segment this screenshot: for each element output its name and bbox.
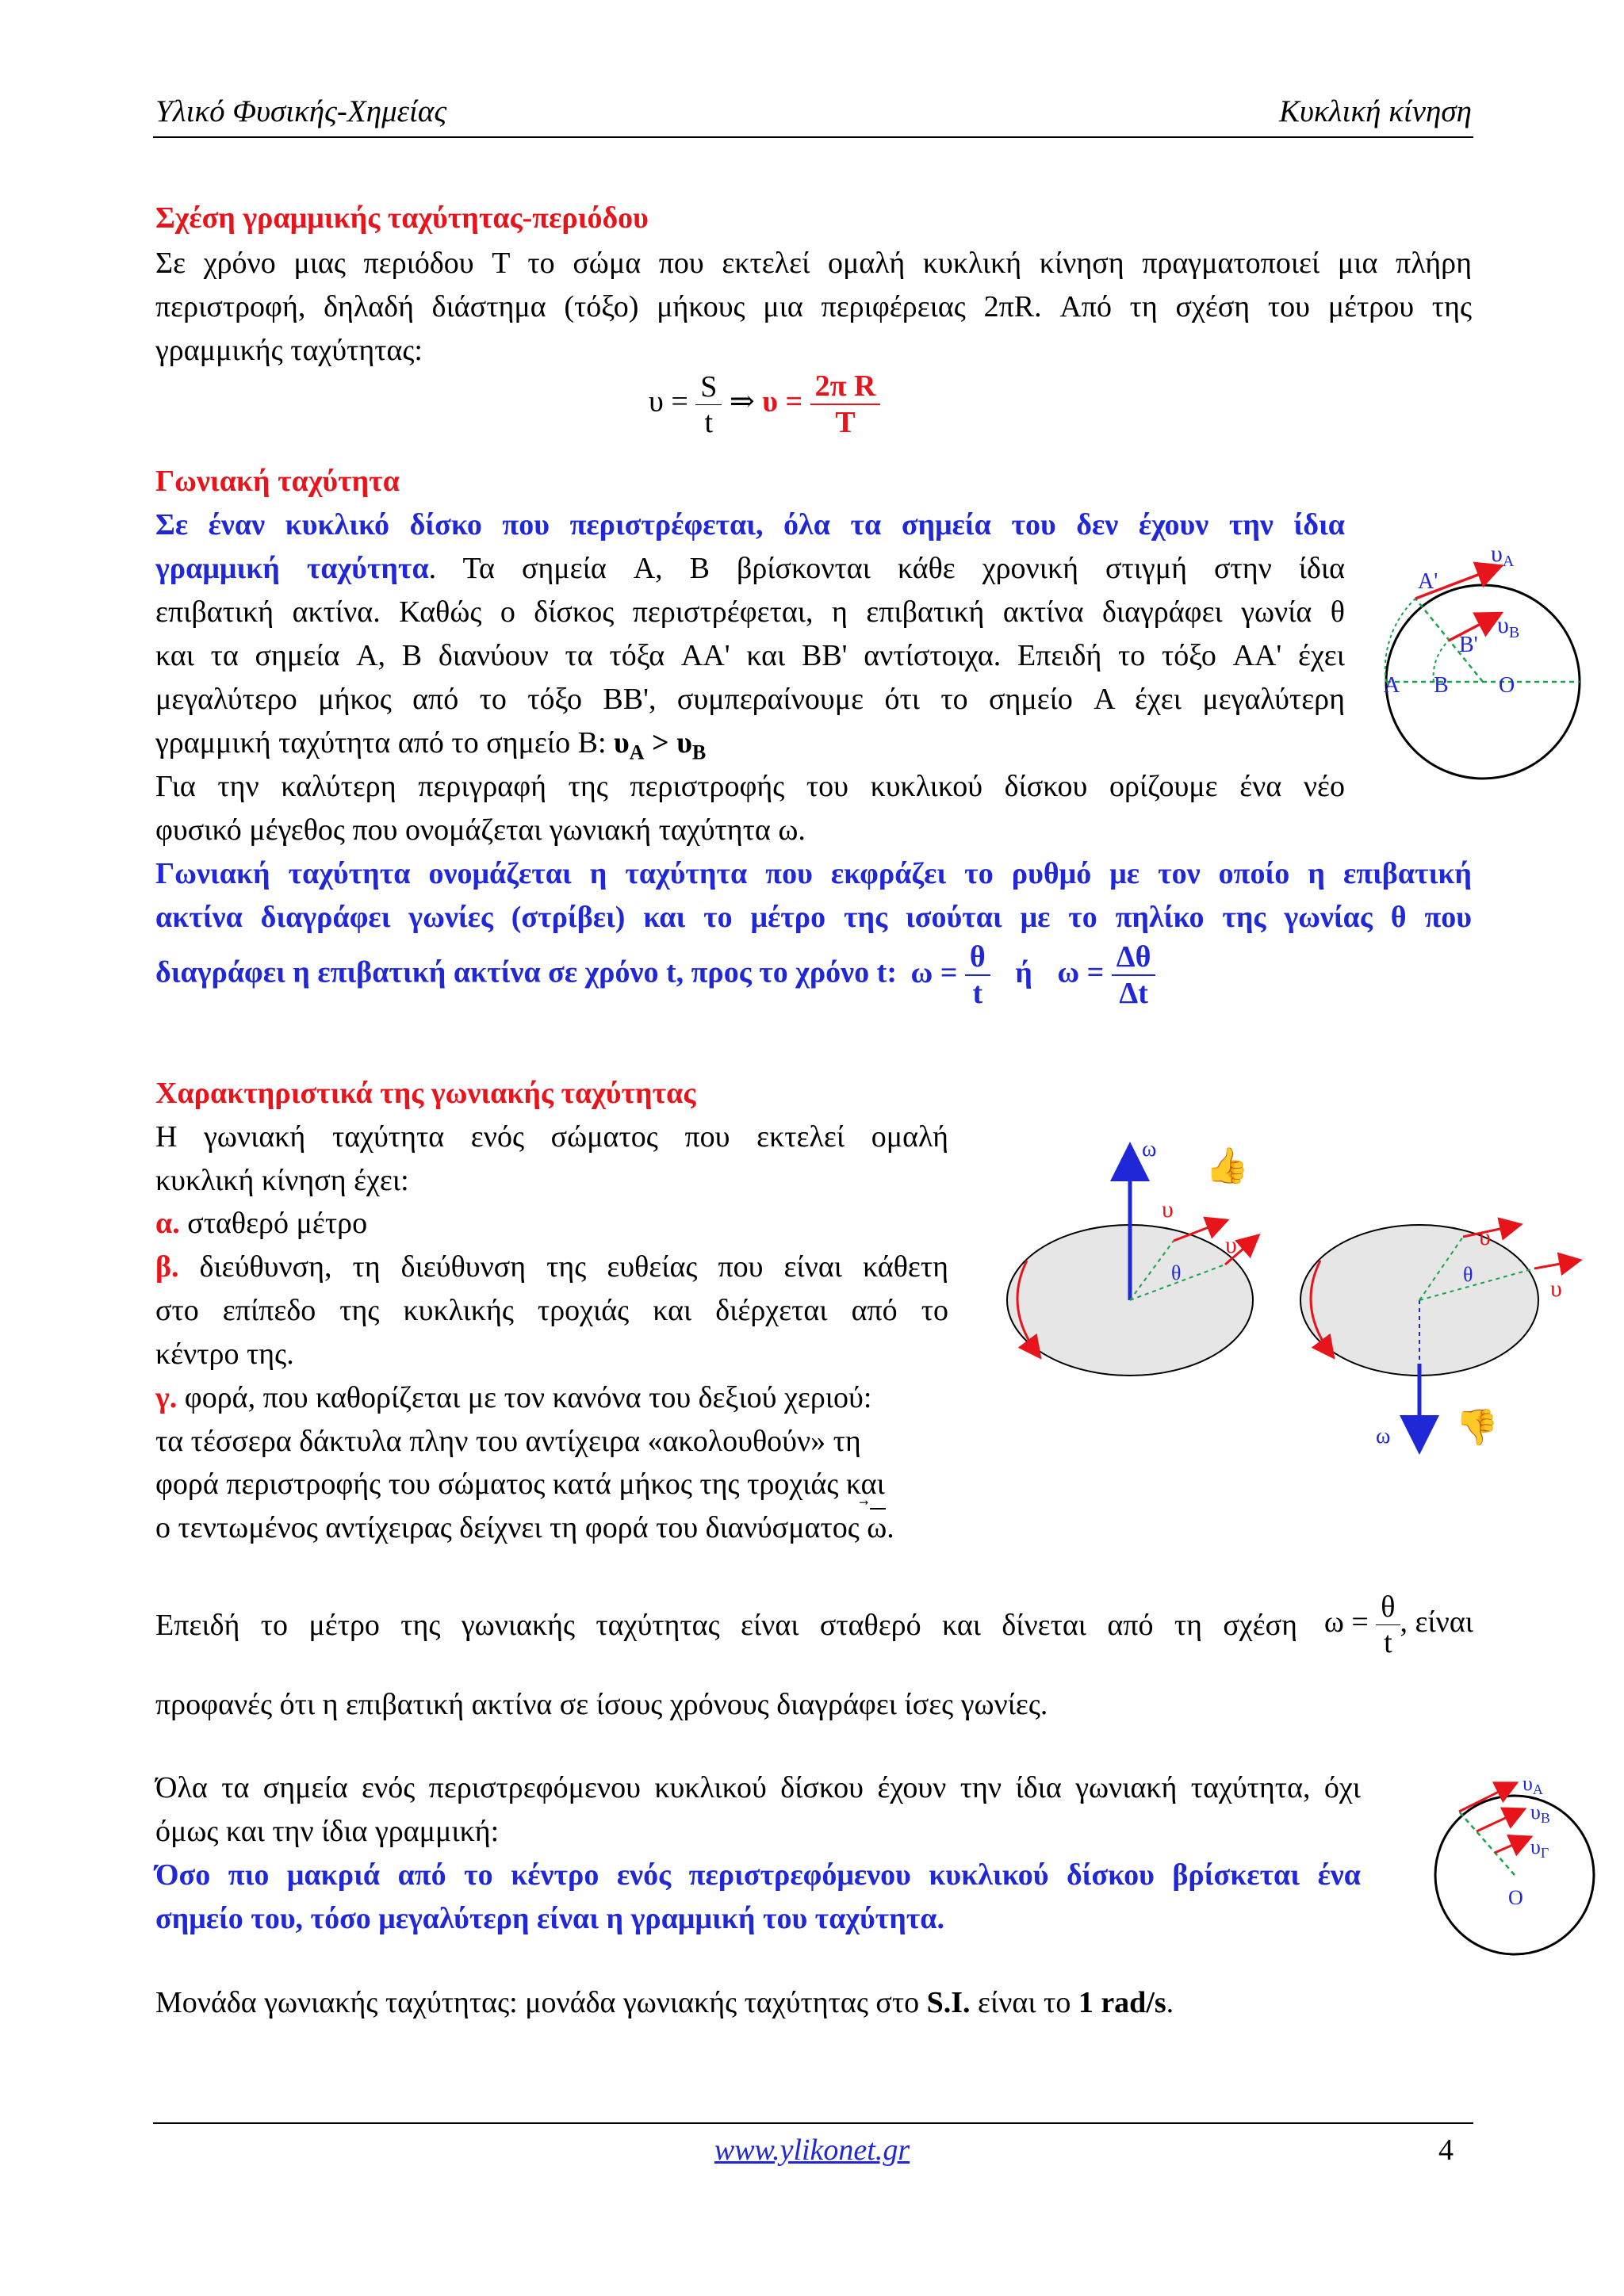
item-b-line-1: β. διεύθυνση, τη διεύθυνση της ευθείας που είναι κάθετη (155, 1250, 948, 1284)
arc-aa (1385, 599, 1415, 682)
label-vc-fig3: υΓ (1530, 1835, 1549, 1861)
label-va: $\upsilon_A$ (1491, 541, 1515, 570)
label-vb-fig3: υB (1530, 1800, 1550, 1826)
section3-line-1: Η γωνιακή ταχύτητα ενός σώματος που εκτελεί ομαλή (155, 1120, 948, 1154)
section2-blue-line-2: γραμμική ταχύτητα (155, 552, 429, 585)
section1-line-3: γραμμικής ταχύτητας: (155, 334, 423, 367)
section2-line-7: Για την καλύτερη περιγραφή της περιστροφής του κυκλικού δίσκου ορίζουμε ένα νέο (155, 770, 1345, 803)
section5-line-2: όμως και την ίδια γραμμική: (155, 1815, 500, 1848)
item-b-line-2: στο επίπεδο της κυκλικής τροχιάς και διέρχεται από το (155, 1294, 948, 1327)
label-o: O (1499, 673, 1515, 698)
label-a-prime: A' (1418, 569, 1438, 594)
label-omega-up: ω (1142, 1137, 1157, 1161)
thumb-down-icon: 👎 (1455, 1408, 1499, 1447)
header-left: Υλικό Φυσικής-Χημείας (155, 94, 447, 128)
item-c-line-3: φορά περιστροφής του σώματος κατά μήκος της τροχιάς και (155, 1468, 885, 1501)
footer-url-link[interactable]: www.ylikonet.gr (714, 2133, 910, 2167)
label-v-right-a: υ (1479, 1224, 1491, 1250)
velocity-right-b (1534, 1261, 1578, 1269)
label-theta-left: θ (1171, 1261, 1182, 1284)
label-b: B (1434, 673, 1449, 698)
header-rule (153, 136, 1473, 138)
section4-line-2: προφανές ότι η επιβατική ακτίνα σε ίσους χρόνους διαγράφει ίσες γωνίες. (155, 1688, 1048, 1721)
section2-line-3: επιβατική ακτίνα. Καθώς ο δίσκος περιστρέφεται, η επιβατική ακτίνα διαγράφει γωνία θ (155, 595, 1345, 629)
footer-rule (153, 2122, 1473, 2124)
fraction-s-over-t: $\frac{S}{t}$ (695, 369, 722, 440)
header-right: Κυκλική κίνηση (1279, 94, 1472, 128)
item-b-line-3: κέντρο της. (155, 1337, 294, 1371)
section2-blue-line-1: Σε έναν κυκλικό δίσκο που περιστρέφεται, όλα τα σημεία του δεν έχουν την ίδια (155, 508, 1345, 541)
formula-lhs: υ = (649, 385, 688, 419)
velocity-a-fig3 (1459, 1784, 1515, 1812)
section2-line-2-rest: . Τα σημεία A, B βρίσκονται κάθε χρονική στιγμή στην ίδια (428, 552, 1345, 585)
label-v-left-b: υ (1225, 1232, 1237, 1258)
label-v-right-b: υ (1550, 1276, 1562, 1302)
figure-angular-velocity-direction (995, 1126, 1598, 1459)
section1-line-2: περιστροφή, δηλαδή διάστημα (τόξο) μήκους μια περιφέρειας 2πR. Από τη σχέση του μέτρου της (155, 290, 1472, 323)
fraction-2pir-over-t: $\frac{\text{2π R}}{T}$ (810, 369, 881, 440)
section2-line-4: και τα σημεία A, B διανύουν τα τόξα AA' και BB' αντίστοιχα. Επειδή το τόξο AA' έχει (155, 639, 1345, 672)
page-number: 4 (1438, 2133, 1454, 2167)
definition-line-3: διαγράφει η επιβατική ακτίνα σε χρόνο t, προς το χρόνο t: ω = $\frac{\theta}{t}$ ή ω = $\frac{\Delta\theta}{\Delta t}$ (155, 939, 1155, 1011)
footer-url-wrap (0, 2133, 1624, 2168)
label-omega-down: ω (1376, 1424, 1391, 1448)
inequality-va-vb: $\upsilon_A > \upsilon_B$ (614, 726, 707, 764)
item-c-line-1: γ. φορά, που καθορίζεται με τον κανόνα του δεξιού χεριού: (155, 1381, 872, 1414)
section3-line-2: κυκλική κίνηση έχει: (155, 1164, 409, 1197)
label-va-fig3: υA (1522, 1772, 1543, 1797)
implies-arrow: ⇒ (729, 385, 755, 419)
item-c-line-2: τα τέσσερα δάκτυλα πλην του αντίχειρα «ακολουθούν» τη (155, 1425, 861, 1458)
section1-line-1: Σε χρόνο μιας περιόδου T το σώμα που εκτελεί ομαλή κυκλική κίνηση πραγματοποιεί μια πλήρη (155, 247, 1472, 280)
section2-line-2 (155, 553, 1345, 584)
section5-blue-line-2: σημείο του, τόσο μεγαλύτερη είναι η γραμμική του ταχύτητα. (155, 1902, 944, 1935)
figure-disk-three-points (1419, 1760, 1610, 1958)
label-theta-right: θ (1463, 1263, 1473, 1286)
label-vb: $\upsilon_B$ (1497, 612, 1520, 641)
disk3-radius (1459, 1812, 1515, 1875)
label-b-prime: B' (1459, 633, 1478, 657)
label-v-left-a: υ (1162, 1196, 1174, 1223)
section1-title: Σχέση γραμμικής ταχύτητας-περιόδου (155, 201, 649, 235)
velocity-right-a (1463, 1225, 1519, 1237)
section5-blue-line-1: Όσο πιο μακριά από το κέντρο ενός περιστρεφόμενου κυκλικού δίσκου βρίσκεται ένα (155, 1858, 1361, 1892)
section2-line-5: μεγαλύτερο μήκος από το τόξο BB', συμπεραίνουμε ότι το σημείο A έχει μεγαλύτερη (155, 683, 1345, 716)
thumb-up-icon: 👍 (1205, 1146, 1249, 1185)
definition-line-1: Γωνιακή ταχύτητα ονομάζεται η ταχύτητα που εκφράζει το ρυθμό με τον οποίο η επιβατική (155, 857, 1472, 890)
section3-title: Χαρακτηριστικά της γωνιακής ταχύτητας (155, 1077, 696, 1110)
section2-title: Γωνιακή ταχύτητα (155, 465, 400, 498)
item-c-line-4: ο τεντωμένος αντίχειρας δείχνει τη φορά του διανύσματος ω. (155, 1513, 894, 1543)
formula-velocity-period (649, 369, 880, 440)
velocity-b-fig3 (1477, 1810, 1522, 1831)
label-o-fig3: O (1508, 1886, 1523, 1909)
section2-line-8: φυσικό μέγεθος που ονομάζεται γωνιακή ταχύτητα ω. (155, 813, 806, 847)
definition-line-2: ακτίνα διαγράφει γωνίες (στρίβει) και το μέτρο της ισούται με το πηλίκο της γωνίας θ που (155, 901, 1472, 934)
velocity-c-fig3 (1495, 1838, 1529, 1853)
formula-omega-theta-t: ω = $\frac{\theta}{t}$ , είναι (1323, 1590, 1473, 1659)
section2-line-6: γραμμική ταχύτητα από το σημείο B: $\upsilon_A > \upsilon_B$ (155, 726, 707, 764)
formula-lhs-2: υ = (762, 385, 803, 419)
fraction-theta-over-t: $\frac{\theta}{t}$ (965, 939, 990, 1011)
section4-line-1: Επειδή το μέτρο της γωνιακής ταχύτητας είναι σταθερό και δίνεται από τη σχέση ω = $\frac{\theta}{t}$ , είναι (155, 1590, 1473, 1659)
omega-vector: ω (867, 1511, 887, 1544)
fraction-dtheta-over-dt: $\frac{\Delta\theta}{\Delta t}$ (1112, 939, 1156, 1011)
item-a: α. σταθερό μέτρο (155, 1207, 368, 1240)
label-a: A (1384, 673, 1400, 698)
section5-line-1: Όλα τα σημεία ενός περιστρεφόμενου κυκλικού δίσκου έχουν την ίδια γωνιακή ταχύτητα, όχι (155, 1771, 1361, 1804)
figure-disk-linear-velocity (1372, 523, 1610, 785)
unit-line: Μονάδα γωνιακής ταχύτητας: μονάδα γωνιακής ταχύτητας στο S.I. είναι το 1 rad/s. (155, 1986, 1174, 2019)
